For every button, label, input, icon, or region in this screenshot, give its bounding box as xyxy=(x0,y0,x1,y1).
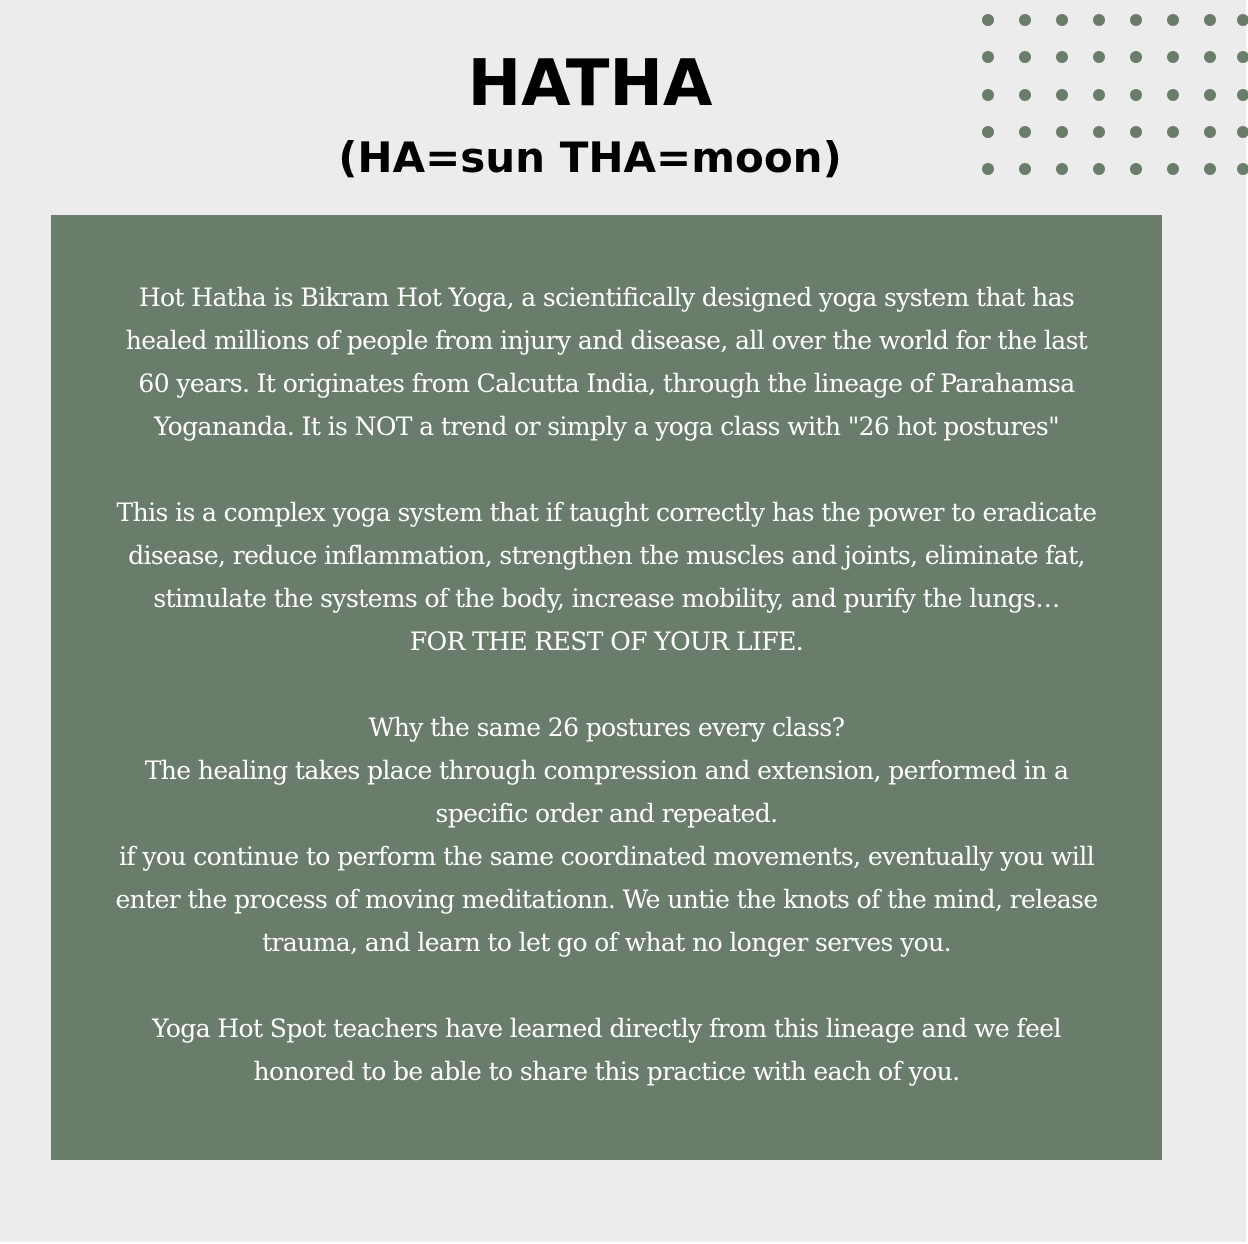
decorative-dot xyxy=(1237,14,1248,26)
decorative-dot xyxy=(1237,89,1248,101)
decorative-dot xyxy=(1237,51,1248,63)
decorative-dot xyxy=(1093,14,1105,26)
paragraph-benefits xyxy=(51,491,1162,663)
text-line: stimulate the systems of the body, increase mobility, and purify the lungs… xyxy=(153,584,1060,613)
decorative-dot xyxy=(1130,14,1142,26)
decorative-dot xyxy=(1204,14,1216,26)
decorative-dot xyxy=(1204,51,1216,63)
text-line: Yogananda. It is NOT a trend or simply a yoga class with "26 hot postures" xyxy=(153,412,1060,441)
decorative-dot xyxy=(1204,126,1216,138)
decorative-dot xyxy=(1204,89,1216,101)
text-line: The healing takes place through compression and extension, performed in a xyxy=(144,756,1069,785)
text-line: honored to be able to share this practice with each of you. xyxy=(253,1057,960,1086)
text-line: if you continue to perform the same coordinated movements, eventually you will xyxy=(119,842,1094,871)
description-panel xyxy=(51,215,1162,1160)
text-line: healed millions of people from injury and disease, all over the world for the last xyxy=(125,326,1088,355)
page-title: HATHA xyxy=(467,47,713,121)
paragraph-intro xyxy=(51,276,1162,448)
decorative-dot xyxy=(1204,163,1216,175)
paragraph-why-same-postures xyxy=(51,706,1162,964)
description-text xyxy=(51,276,1162,1093)
decorative-dot xyxy=(1056,14,1068,26)
text-line: FOR THE REST OF YOUR LIFE. xyxy=(409,627,804,656)
decorative-dot xyxy=(1237,126,1248,138)
paragraph-spacer xyxy=(51,964,1162,1007)
text-line: specific order and repeated. xyxy=(435,799,778,828)
text-line: enter the process of moving meditationn. We untie the knots of the mind, release xyxy=(115,885,1098,914)
text-line: Why the same 26 postures every class? xyxy=(368,713,845,742)
text-line: disease, reduce inflammation, strengthen the muscles and joints, eliminate fat, xyxy=(128,541,1085,570)
decorative-dot xyxy=(982,14,994,26)
decorative-dot xyxy=(1019,14,1031,26)
text-line: Yoga Hot Spot teachers have learned directly from this lineage and we feel xyxy=(152,1014,1061,1043)
text-line: This is a complex yoga system that if taught correctly has the power to eradicate xyxy=(116,498,1097,527)
page-subtitle: (HA=sun THA=moon) xyxy=(338,133,842,182)
paragraph-spacer xyxy=(51,448,1162,491)
text-line: 60 years. It originates from Calcutta India, through the lineage of Parahamsa xyxy=(138,369,1075,398)
decorative-dot xyxy=(1167,14,1179,26)
decorative-dot xyxy=(1237,163,1248,175)
text-line: trauma, and learn to let go of what no longer serves you. xyxy=(262,928,951,957)
paragraph-teachers xyxy=(51,1007,1162,1093)
text-line: Hot Hatha is Bikram Hot Yoga, a scientifically designed yoga system that has xyxy=(138,283,1075,312)
paragraph-spacer xyxy=(51,663,1162,706)
